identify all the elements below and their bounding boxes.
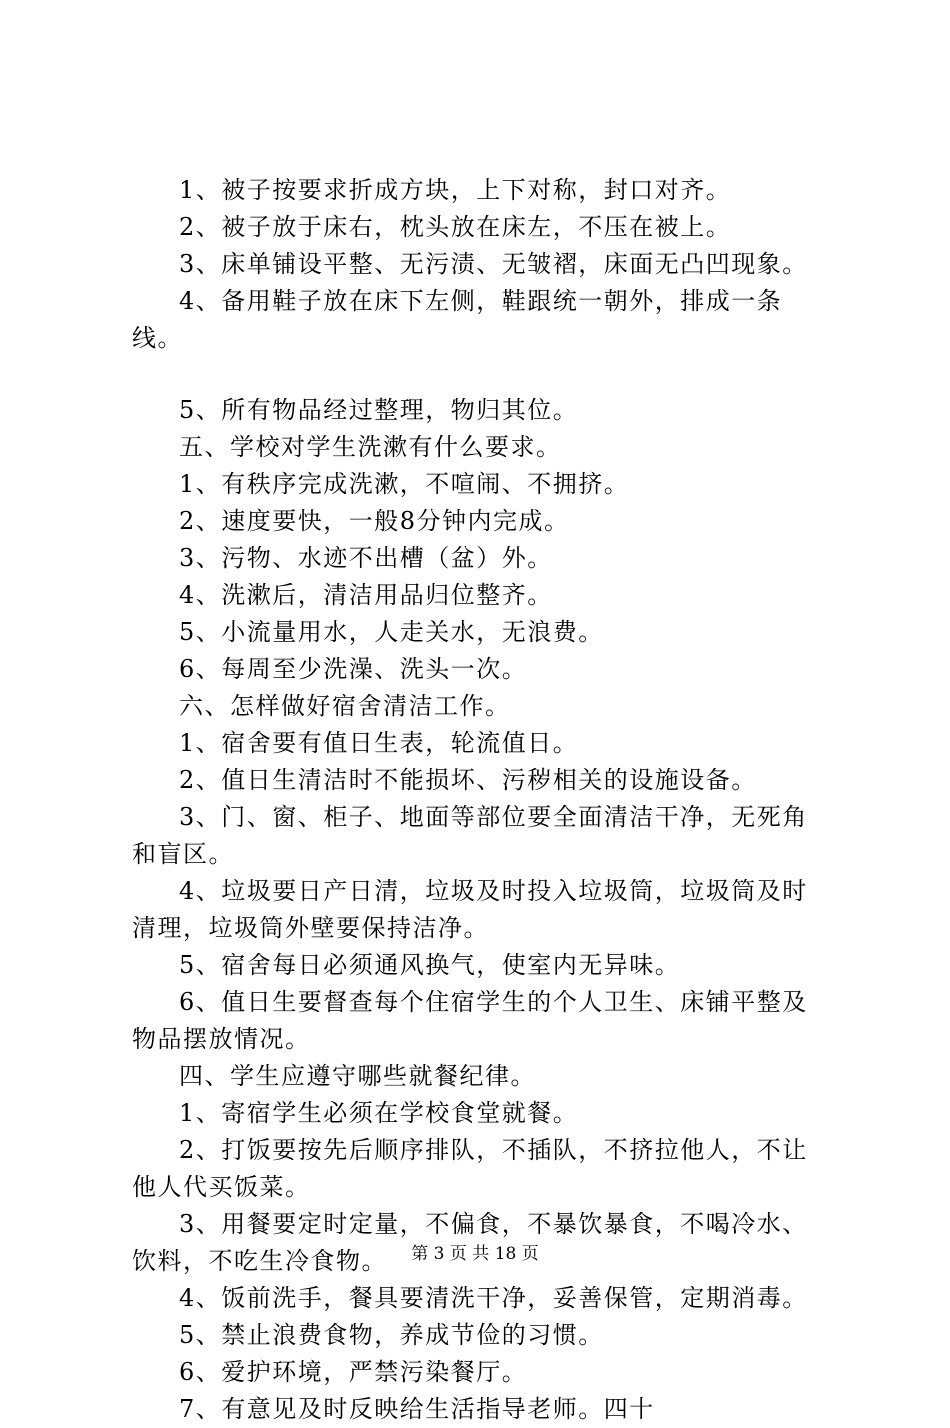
paragraph: 1、宿舍要有值日生表，轮流值日。 xyxy=(179,729,579,757)
section-heading: 五、学校对学生洗漱有什么要求。 xyxy=(179,433,562,461)
paragraph-gap xyxy=(132,357,832,392)
paragraph: 5、宿舍每日必须通风换气，使室内无异味。 xyxy=(179,951,681,979)
section-heading: 四、学生应遵守哪些就餐纪律。 xyxy=(179,1062,536,1090)
paragraph: 6、爱护环境，严禁污染餐厅。 xyxy=(179,1358,528,1386)
paragraph: 2、速度要快，一般8分钟内完成。 xyxy=(179,507,570,535)
paragraph: 6、值日生要督查每个住宿学生的个人卫生、床铺平整及物品摆放情况。 xyxy=(132,988,808,1053)
section-heading: 六、怎样做好宿舍清洁工作。 xyxy=(179,692,511,720)
paragraph: 2、打饭要按先后顺序排队，不插队，不挤拉他人，不让他人代买饭菜。 xyxy=(132,1136,808,1201)
paragraph: 4、垃圾要日产日清，垃圾及时投入垃圾筒，垃圾筒及时清理，垃圾筒外壁要保持洁净。 xyxy=(132,877,808,942)
paragraph: 7、有意见及时反映给生活指导老师。四十 xyxy=(179,1395,655,1423)
paragraph: 6、每周至少洗澡、洗头一次。 xyxy=(179,655,528,683)
paragraph: 3、床单铺设平整、无污渍、无皱褶，床面无凸凹现象。 xyxy=(179,250,808,278)
paragraph: 2、值日生清洁时不能损坏、污秽相关的设施设备。 xyxy=(179,766,757,794)
paragraph: 4、备用鞋子放在床下左侧，鞋跟统一朝外，排成一条线。 xyxy=(132,287,783,352)
paragraph: 4、洗漱后，清洁用品归位整齐。 xyxy=(179,581,553,609)
paragraph: 3、用餐要定时定量，不偏食，不暴饮暴食，不喝冷水、饮料，不吃生冷食物。 xyxy=(132,1210,808,1275)
paragraph: 5、禁止浪费食物，养成节俭的习惯。 xyxy=(179,1321,604,1349)
paragraph: 5、所有物品经过整理，物归其位。 xyxy=(179,396,579,424)
paragraph: 3、门、窗、柜子、地面等部位要全面清洁干净，无死角和盲区。 xyxy=(132,803,808,868)
paragraph: 1、寄宿学生必须在学校食堂就餐。 xyxy=(179,1099,579,1127)
document-body xyxy=(132,172,832,1428)
paragraph: 2、被子放于床右，枕头放在床左，不压在被上。 xyxy=(179,213,732,241)
paragraph: 3、污物、水迹不出槽（盆）外。 xyxy=(179,544,553,572)
paragraph: 5、小流量用水，人走关水，无浪费。 xyxy=(179,618,604,646)
paragraph: 1、有秩序完成洗漱，不喧闹、不拥挤。 xyxy=(179,470,630,498)
paragraph: 4、饭前洗手，餐具要清洗干净，妥善保管，定期消毒。 xyxy=(179,1284,808,1312)
page-number-footer: 第 3 页 共 18 页 xyxy=(411,1244,539,1264)
paragraph: 1、被子按要求折成方块，上下对称，封口对齐。 xyxy=(179,176,732,204)
